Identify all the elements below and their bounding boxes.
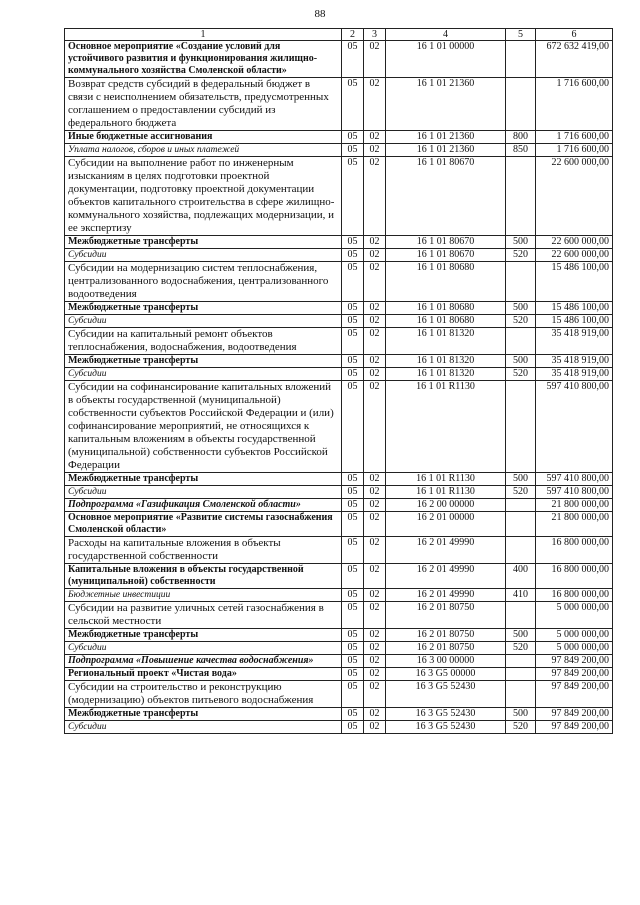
row-section: 05	[342, 302, 364, 315]
row-target-code: 16 1 01 R1130	[386, 486, 506, 499]
row-target-code: 16 1 01 80670	[386, 157, 506, 236]
row-expense-type	[506, 328, 536, 355]
row-amount: 15 486 100,00	[536, 262, 613, 302]
row-expense-type: 850	[506, 144, 536, 157]
row-section: 05	[342, 708, 364, 721]
row-name: Субсидии	[65, 642, 342, 655]
row-name: Субсидии на капитальный ремонт объектов теплоснабжения, водоснабжения, водоотведения	[65, 328, 342, 355]
row-name: Субсидии на модернизацию систем теплоснабжения, централизованного водоснабжения, централизованного водоотведения	[65, 262, 342, 302]
row-subsection: 02	[364, 602, 386, 629]
row-amount: 597 410 800,00	[536, 486, 613, 499]
row-target-code: 16 1 01 R1130	[386, 381, 506, 473]
row-expense-type	[506, 602, 536, 629]
row-subsection: 02	[364, 236, 386, 249]
row-name: Субсидии	[65, 249, 342, 262]
row-section: 05	[342, 602, 364, 629]
row-subsection: 02	[364, 537, 386, 564]
row-expense-type: 520	[506, 721, 536, 734]
row-name: Межбюджетные трансферты	[65, 629, 342, 642]
row-section: 05	[342, 486, 364, 499]
row-target-code: 16 1 01 81320	[386, 355, 506, 368]
row-amount: 22 600 000,00	[536, 157, 613, 236]
row-target-code: 16 2 01 49990	[386, 537, 506, 564]
row-name: Межбюджетные трансферты	[65, 355, 342, 368]
row-name: Капитальные вложения в объекты государственной (муниципальной) собственности	[65, 564, 342, 589]
row-name: Субсидии на развитие уличных сетей газоснабжения в сельской местности	[65, 602, 342, 629]
row-target-code: 16 2 00 00000	[386, 499, 506, 512]
row-name: Субсидии	[65, 315, 342, 328]
row-amount: 16 800 000,00	[536, 589, 613, 602]
row-subsection: 02	[364, 499, 386, 512]
row-amount: 16 800 000,00	[536, 564, 613, 589]
row-target-code: 16 1 01 21360	[386, 131, 506, 144]
row-name: Основное мероприятие «Создание условий для устойчивого развития и функционирования жилищно-коммунального хозяйства Смоленской области»	[65, 41, 342, 78]
row-subsection: 02	[364, 144, 386, 157]
table-row	[65, 564, 613, 589]
row-subsection: 02	[364, 708, 386, 721]
table-row	[65, 537, 613, 564]
row-amount: 97 849 200,00	[536, 708, 613, 721]
row-section: 05	[342, 368, 364, 381]
row-target-code: 16 3 G5 52430	[386, 721, 506, 734]
table-row	[65, 315, 613, 328]
row-section: 05	[342, 157, 364, 236]
row-section: 05	[342, 721, 364, 734]
row-subsection: 02	[364, 512, 386, 537]
row-subsection: 02	[364, 681, 386, 708]
row-section: 05	[342, 655, 364, 668]
table-row	[65, 668, 613, 681]
table-row	[65, 473, 613, 486]
row-expense-type: 800	[506, 131, 536, 144]
row-target-code: 16 2 01 49990	[386, 564, 506, 589]
row-subsection: 02	[364, 302, 386, 315]
table-row	[65, 249, 613, 262]
row-amount: 35 418 919,00	[536, 355, 613, 368]
row-name: Иные бюджетные ассигнования	[65, 131, 342, 144]
table-row	[65, 355, 613, 368]
row-section: 05	[342, 629, 364, 642]
row-section: 05	[342, 78, 364, 131]
row-expense-type: 500	[506, 355, 536, 368]
row-subsection: 02	[364, 655, 386, 668]
table-row	[65, 602, 613, 629]
row-section: 05	[342, 589, 364, 602]
row-expense-type	[506, 41, 536, 78]
row-section: 05	[342, 249, 364, 262]
row-target-code: 16 3 G5 52430	[386, 681, 506, 708]
row-subsection: 02	[364, 41, 386, 78]
row-name: Субсидии	[65, 721, 342, 734]
row-name: Межбюджетные трансферты	[65, 302, 342, 315]
row-subsection: 02	[364, 328, 386, 355]
row-expense-type: 520	[506, 249, 536, 262]
row-name: Межбюджетные трансферты	[65, 708, 342, 721]
row-amount: 35 418 919,00	[536, 368, 613, 381]
row-target-code: 16 1 01 81320	[386, 328, 506, 355]
row-target-code: 16 3 G5 52430	[386, 708, 506, 721]
row-expense-type: 410	[506, 589, 536, 602]
row-section: 05	[342, 315, 364, 328]
table-row	[65, 41, 613, 78]
row-amount: 22 600 000,00	[536, 236, 613, 249]
row-expense-type	[506, 78, 536, 131]
table-row	[65, 144, 613, 157]
row-amount: 597 410 800,00	[536, 473, 613, 486]
row-target-code: 16 1 01 80680	[386, 262, 506, 302]
row-subsection: 02	[364, 262, 386, 302]
row-amount: 1 716 600,00	[536, 78, 613, 131]
row-section: 05	[342, 537, 364, 564]
row-target-code: 16 1 01 21360	[386, 144, 506, 157]
row-section: 05	[342, 381, 364, 473]
row-amount: 1 716 600,00	[536, 131, 613, 144]
header-col-3: 3	[364, 29, 386, 41]
row-target-code: 16 2 01 80750	[386, 642, 506, 655]
row-section: 05	[342, 131, 364, 144]
row-target-code: 16 1 01 21360	[386, 78, 506, 131]
row-name: Уплата налогов, сборов и иных платежей	[65, 144, 342, 157]
row-subsection: 02	[364, 668, 386, 681]
row-subsection: 02	[364, 249, 386, 262]
row-name: Региональный проект «Чистая вода»	[65, 668, 342, 681]
row-subsection: 02	[364, 157, 386, 236]
row-section: 05	[342, 262, 364, 302]
row-amount: 5 000 000,00	[536, 629, 613, 642]
table-row	[65, 78, 613, 131]
row-subsection: 02	[364, 78, 386, 131]
row-target-code: 16 1 01 80670	[386, 249, 506, 262]
row-name: Расходы на капитальные вложения в объекты государственной собственности	[65, 537, 342, 564]
table-row	[65, 499, 613, 512]
table-row	[65, 589, 613, 602]
row-section: 05	[342, 355, 364, 368]
row-name: Межбюджетные трансферты	[65, 473, 342, 486]
row-expense-type: 520	[506, 368, 536, 381]
table-header-row	[65, 29, 613, 41]
row-amount: 597 410 800,00	[536, 381, 613, 473]
table-row	[65, 381, 613, 473]
row-target-code: 16 1 01 80670	[386, 236, 506, 249]
header-col-6: 6	[536, 29, 613, 41]
row-expense-type	[506, 499, 536, 512]
row-expense-type	[506, 655, 536, 668]
table-row	[65, 486, 613, 499]
row-amount: 22 600 000,00	[536, 249, 613, 262]
table-row	[65, 236, 613, 249]
header-col-1: 1	[65, 29, 342, 41]
row-expense-type: 500	[506, 302, 536, 315]
row-section: 05	[342, 473, 364, 486]
row-name: Межбюджетные трансферты	[65, 236, 342, 249]
row-expense-type: 500	[506, 708, 536, 721]
row-amount: 5 000 000,00	[536, 602, 613, 629]
row-subsection: 02	[364, 721, 386, 734]
row-name: Подпрограмма «Повышение качества водоснабжения»	[65, 655, 342, 668]
row-amount: 97 849 200,00	[536, 655, 613, 668]
row-expense-type	[506, 668, 536, 681]
row-amount: 15 486 100,00	[536, 315, 613, 328]
row-amount: 672 632 419,00	[536, 41, 613, 78]
table-row	[65, 681, 613, 708]
row-section: 05	[342, 668, 364, 681]
row-section: 05	[342, 144, 364, 157]
row-section: 05	[342, 328, 364, 355]
row-amount: 1 716 600,00	[536, 144, 613, 157]
table-row	[65, 721, 613, 734]
row-expense-type: 500	[506, 236, 536, 249]
table-row	[65, 708, 613, 721]
row-target-code: 16 1 01 00000	[386, 41, 506, 78]
row-target-code: 16 3 00 00000	[386, 655, 506, 668]
row-amount: 16 800 000,00	[536, 537, 613, 564]
row-section: 05	[342, 41, 364, 78]
row-name: Подпрограмма «Газификация Смоленской области»	[65, 499, 342, 512]
row-expense-type	[506, 537, 536, 564]
table-row	[65, 328, 613, 355]
page-number: 88	[314, 8, 326, 20]
row-section: 05	[342, 236, 364, 249]
row-section: 05	[342, 642, 364, 655]
row-amount: 35 418 919,00	[536, 328, 613, 355]
row-name: Субсидии на софинансирование капитальных вложений в объекты государственной (муниципальной) собственности субъектов Российской Федерации и (или) софинансирование мероприятий, не относящихся к капитальным вложениям в объекты государственной (муниципальной) собственности субъектов Российской Федерации	[65, 381, 342, 473]
row-name: Основное мероприятие «Развитие системы газоснабжения Смоленской области»	[65, 512, 342, 537]
row-subsection: 02	[364, 473, 386, 486]
row-expense-type: 520	[506, 486, 536, 499]
row-target-code: 16 2 01 00000	[386, 512, 506, 537]
row-section: 05	[342, 499, 364, 512]
row-expense-type: 520	[506, 315, 536, 328]
row-expense-type: 400	[506, 564, 536, 589]
row-expense-type	[506, 157, 536, 236]
row-section: 05	[342, 681, 364, 708]
row-section: 05	[342, 512, 364, 537]
row-expense-type	[506, 681, 536, 708]
row-amount: 21 800 000,00	[536, 499, 613, 512]
row-expense-type: 500	[506, 629, 536, 642]
row-target-code: 16 1 01 80680	[386, 315, 506, 328]
header-col-4: 4	[386, 29, 506, 41]
row-name: Субсидии	[65, 486, 342, 499]
row-target-code: 16 2 01 80750	[386, 602, 506, 629]
table-row	[65, 368, 613, 381]
row-target-code: 16 1 01 81320	[386, 368, 506, 381]
row-subsection: 02	[364, 629, 386, 642]
table-row	[65, 512, 613, 537]
row-amount: 21 800 000,00	[536, 512, 613, 537]
row-subsection: 02	[364, 642, 386, 655]
row-expense-type: 500	[506, 473, 536, 486]
row-amount: 15 486 100,00	[536, 302, 613, 315]
row-amount: 97 849 200,00	[536, 721, 613, 734]
row-amount: 5 000 000,00	[536, 642, 613, 655]
header-col-2: 2	[342, 29, 364, 41]
table-row	[65, 642, 613, 655]
table-row	[65, 262, 613, 302]
table-row	[65, 629, 613, 642]
row-subsection: 02	[364, 355, 386, 368]
row-amount: 97 849 200,00	[536, 681, 613, 708]
row-expense-type	[506, 381, 536, 473]
row-name: Субсидии на выполнение работ по инженерным изысканиям в целях подготовки проектной документации, подготовку проектной документации объектов капитального строительства в сфере жилищно-коммунального хозяйства, подлежащих модернизации, и ее экспертизу	[65, 157, 342, 236]
row-name: Возврат средств субсидий в федеральный бюджет в связи с неисполнением обязательств, предусмотренных соглашением о предоставлении субсидий из федерального бюджета	[65, 78, 342, 131]
table-row	[65, 157, 613, 236]
row-target-code: 16 3 G5 00000	[386, 668, 506, 681]
row-amount: 97 849 200,00	[536, 668, 613, 681]
row-section: 05	[342, 564, 364, 589]
row-target-code: 16 1 01 80680	[386, 302, 506, 315]
header-col-5: 5	[506, 29, 536, 41]
budget-table	[64, 28, 613, 734]
table-row	[65, 302, 613, 315]
row-target-code: 16 2 01 80750	[386, 629, 506, 642]
row-target-code: 16 1 01 R1130	[386, 473, 506, 486]
row-name: Субсидии на строительство и реконструкцию (модернизацию) объектов питьевого водоснабжения	[65, 681, 342, 708]
row-expense-type	[506, 512, 536, 537]
row-target-code: 16 2 01 49990	[386, 589, 506, 602]
row-name: Бюджетные инвестиции	[65, 589, 342, 602]
row-subsection: 02	[364, 381, 386, 473]
row-subsection: 02	[364, 564, 386, 589]
row-subsection: 02	[364, 131, 386, 144]
row-subsection: 02	[364, 315, 386, 328]
row-expense-type: 520	[506, 642, 536, 655]
row-subsection: 02	[364, 368, 386, 381]
table-row	[65, 655, 613, 668]
table-row	[65, 131, 613, 144]
row-name: Субсидии	[65, 368, 342, 381]
row-subsection: 02	[364, 589, 386, 602]
row-subsection: 02	[364, 486, 386, 499]
row-expense-type	[506, 262, 536, 302]
